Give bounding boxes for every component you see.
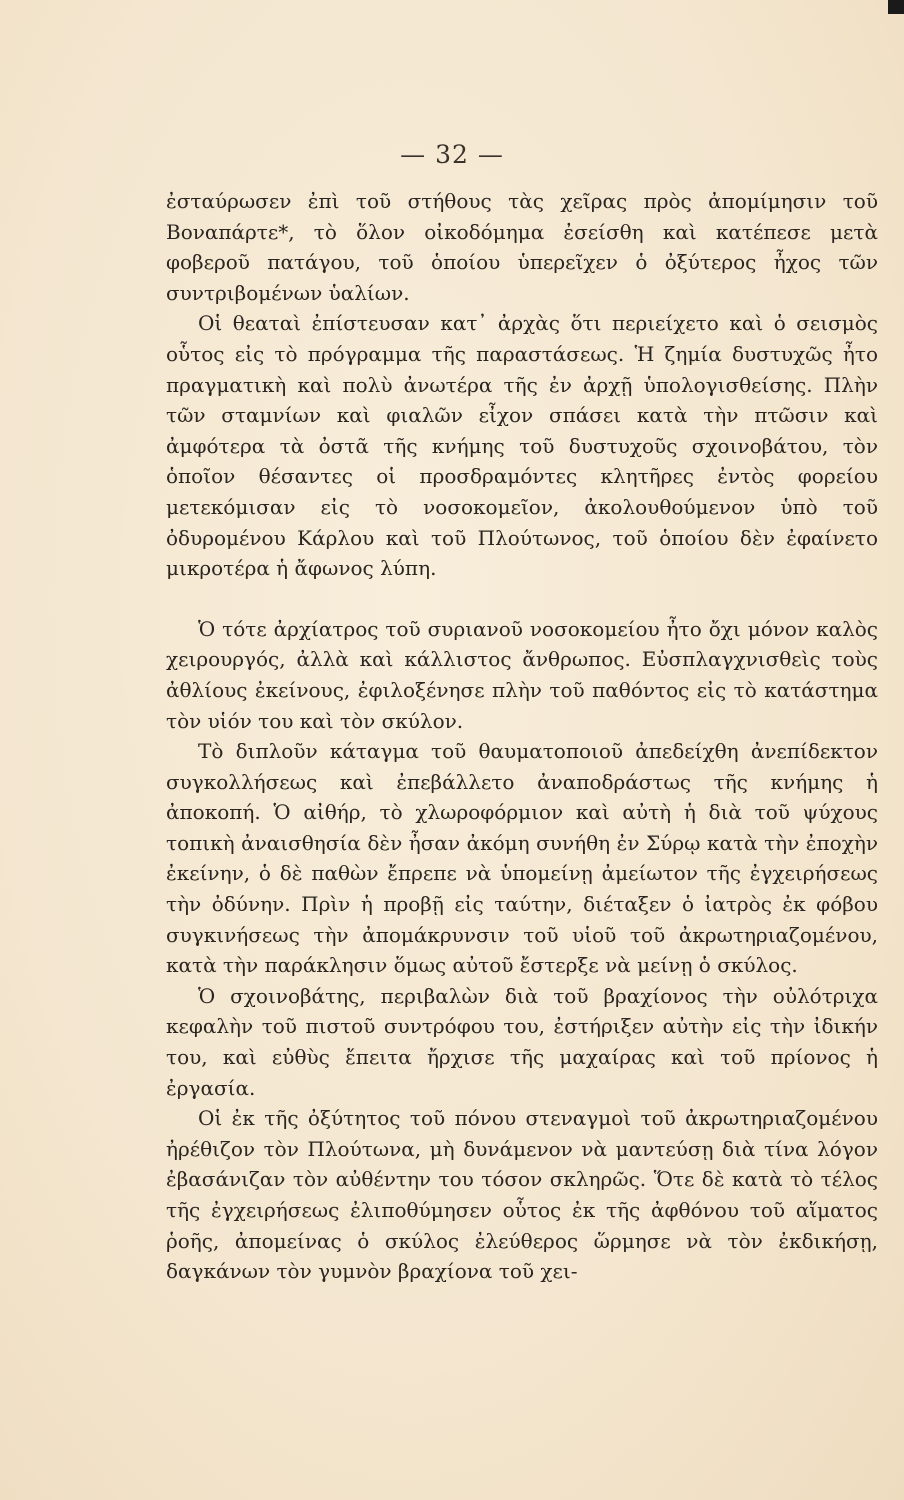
paragraph: Ὁ τότε ἀρχίατρος τοῦ συριανοῦ νοσοκομείου ἦτο ὄχι μόνον καλὸς χειρουργός, ἀλλὰ καὶ κάλλιστος ἄνθρωπος. Εὐσπλαγχνισθεὶς τοὺς ἀθλίους ἐκείνους, ἐφιλοξένησε πλὴν τοῦ παθόντος εἰς τὸ κατάστημα τὸν υἱόν του καὶ τὸν σκύλον.	[166, 616, 878, 733]
page-number: — 32 —	[400, 140, 504, 169]
paragraph: Οἱ θεαταὶ ἐπίστευσαν κατ᾽ ἀρχὰς ὅτι περιείχετο καὶ ὁ σεισμὸς οὗτος εἰς τὸ πρόγραμμα τῆς παραστάσεως. Ἡ ζημία δυστυχῶς ἦτο πραγματικὴ καὶ πολὺ ἀνωτέρα τῆς ἐν ἀρχῇ ὑπολογισθείσης. Πλὴν τῶν σταμνίων καὶ φιαλῶν εἶχον σπάσει κατὰ τὴν πτῶσιν καὶ ἀμφότερα τὰ ὀστᾶ τῆς κνήμης τοῦ δυστυχοῦς σχοινοβάτου, τὸν ὁποῖον θέσαντες οἱ προσδραμόντες κλητῆρες ἐντὸς φορείου μετεκόμισαν εἰς τὸ νοσοκομεῖον, ἀκολουθούμενον ὑπὸ τοῦ ὀδυρομένου Κάρλου καὶ τοῦ Πλούτωνος, τοῦ ὁποίου δὲν ἐφαίνετο μικροτέρα ἡ ἄφωνος λύπη.	[166, 311, 878, 581]
body-text	[166, 186, 878, 1287]
paragraph: Ὁ σχοινοβάτης, περιβαλὼν διὰ τοῦ βραχίονος τὴν οὐλότριχα κεφαλὴν τοῦ πιστοῦ συντρόφου του, ἐστήριξεν αὐτὴν εἰς τὴν ἰδικήν του, καὶ εὐθὺς ἔπειτα ἤρχισε τῆς μαχαίρας καὶ τοῦ πρίονος ἡ ἐργασία.	[166, 983, 878, 1100]
paragraph: Οἱ ἐκ τῆς ὀξύτητος τοῦ πόνου στεναγμοὶ τοῦ ἀκρωτηριαζομένου ἠρέθιζον τὸν Πλούτωνα, μὴ δυνάμενον νὰ μαντεύσῃ διὰ τίνα λόγον ἐβασάνιζαν τὸν αὐθέντην του τόσον σκληρῶς. Ὅτε δὲ κατὰ τὸ τέλος τῆς ἐγχειρήσεως ἐλιποθύμησεν οὗτος ἐκ τῆς ἀφθόνου τοῦ αἵματος ῥοῆς, ἀπομείνας ὁ σκύλος ἐλεύθερος ὥρμησε νὰ τὸν ἐκδικήσῃ, δαγκάνων τὸν γυμνὸν βραχίονα τοῦ χει-	[166, 1106, 878, 1284]
corner-scan-mark	[888, 0, 904, 14]
paragraph: Τὸ διπλοῦν κάταγμα τοῦ θαυματοποιοῦ ἀπεδείχθη ἀνεπίδεκτον συγκολλήσεως καὶ ἐπεβάλλετο ἀναποδράστως τῆς κνήμης ἡ ἀποκοπή. Ὁ αἰθήρ, τὸ χλωροφόρμιον καὶ αὐτὴ ἡ διὰ τοῦ ψύχους τοπικὴ ἀναισθησία δὲν ἦσαν ἀκόμη συνήθη ἐν Σύρῳ κατὰ τὴν ἐποχὴν ἐκείνην, ὁ δὲ παθὼν ἔπρεπε νὰ ὑπομείνῃ ἀμείωτον τῆς ἐγχειρήσεως τὴν ὀδύνην. Πρὶν ἡ προβῇ εἰς ταύτην, διέταξεν ὁ ἰατρὸς ἐκ φόβου συγκινήσεως τὴν ἀπομάκρυνσιν τοῦ υἱοῦ τοῦ ἀκρωτηριαζομένου, κατὰ τὴν παράκλησιν ὅμως αὐτοῦ ἔστερξε νὰ μείνῃ ὁ σκύλος.	[166, 739, 878, 978]
paragraph-continuation: ἐσταύρωσεν ἐπὶ τοῦ στήθους τὰς χεῖρας πρὸς ἀπομίμησιν τοῦ Βοναπάρτε*, τὸ ὅλον οἰκοδόμημα ἐσείσθη καὶ κατέπεσε μετὰ φοβεροῦ πατάγου, τοῦ ὁποίου ὑπερεῖχεν ὁ ὀξύτερος ἦχος τῶν συντριβομένων ὑαλίων.	[166, 189, 878, 305]
